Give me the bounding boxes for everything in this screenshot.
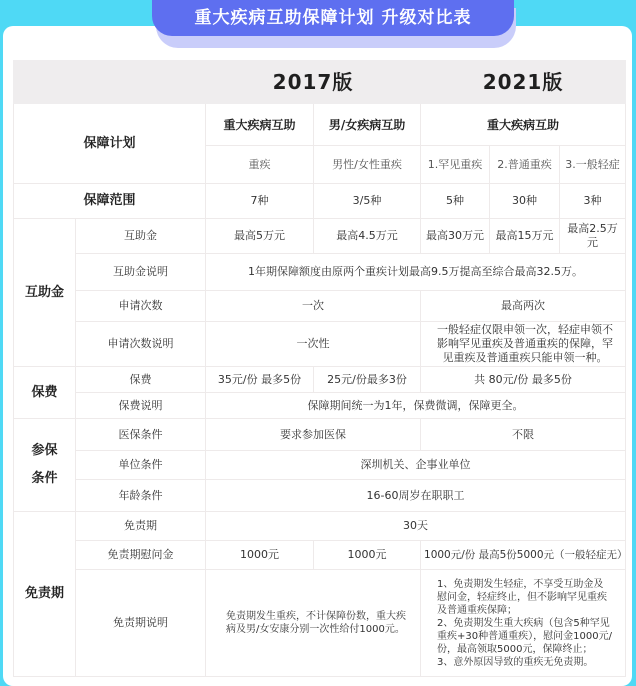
row-label: 保费说明 (76, 393, 206, 419)
row-label: 医保条件 (76, 419, 206, 451)
category-aid: 互助金 (14, 219, 76, 367)
waiting-desc-2021-item: 1、免责期发生轻症，不享受互助金及慰问金，轻症终止，但不影响罕见重疾及普通重疾保障； (437, 578, 608, 616)
premium-row (14, 367, 626, 393)
scope-label: 保障范围 (14, 184, 206, 219)
category-waiting: 免责期 (14, 512, 76, 677)
row-label: 申请次数说明 (76, 322, 206, 367)
row-label: 申请次数 (76, 291, 206, 322)
consolation-cell: 1000元 (314, 541, 421, 570)
page-title: 重大疾病互助保障计划 升级对比表 (152, 0, 514, 36)
premium-cell: 25元/份最多3份 (314, 367, 421, 393)
header-2017: 2017版 (206, 61, 421, 104)
row-label: 免责期慰问金 (76, 541, 206, 570)
row-label: 免责期说明 (76, 570, 206, 677)
comparison-table (13, 60, 626, 677)
waiting-desc-2021-item: 3、意外原因导致的重疾无免责期。 (437, 656, 594, 668)
scope-cell: 7种 (206, 184, 314, 219)
claims-2021: 最高两次 (421, 291, 626, 322)
scope-cell: 3/5种 (314, 184, 421, 219)
plan-sub-cell: 3.一般轻症 (560, 146, 626, 184)
row-label: 免责期 (76, 512, 206, 541)
consolation-row (14, 541, 626, 570)
waiting-desc-row (14, 570, 626, 677)
row-label: 年龄条件 (76, 480, 206, 512)
category-conditions-line1: 参保 (31, 443, 58, 458)
plan-sub-cell: 男性/女性重疾 (314, 146, 421, 184)
aid-amount-row (14, 219, 626, 254)
scope-cell: 5种 (421, 184, 490, 219)
claims-row (14, 291, 626, 322)
premium-cell: 共 80元/份 最多5份 (421, 367, 626, 393)
claims-desc-row (14, 322, 626, 367)
category-fee: 保费 (14, 367, 76, 419)
claims-desc-2021: 一般轻症仅限申领一次，轻症申领不影响罕见重疾及普通重疾的保障，罕见重疾及普通重疾只能申领一种。 (421, 322, 626, 367)
row-label: 保费 (76, 367, 206, 393)
aid-cell: 最高15万元 (490, 219, 560, 254)
plan-sub-cell: 重疾 (206, 146, 314, 184)
scope-cell: 3种 (560, 184, 626, 219)
row-label: 单位条件 (76, 451, 206, 480)
premium-desc-cell: 保障期间统一为1年，保费微调，保障更全。 (206, 393, 626, 419)
age-cell: 16-60周岁在职职工 (206, 480, 626, 512)
plan-sub-cell: 1.罕见重疾 (421, 146, 490, 184)
medical-row (14, 419, 626, 451)
row-label: 互助金 (76, 219, 206, 254)
medical-2017: 要求参加医保 (206, 419, 421, 451)
waiting-desc-2017: 免责期发生重疾，不计保障份数，重大疾病及男/女安康分别一次性给付1000元。 (206, 570, 421, 677)
aid-cell: 最高30万元 (421, 219, 490, 254)
header-blank (14, 61, 206, 104)
plan-2017-critical: 重大疾病互助 (206, 104, 314, 146)
scope-row (14, 184, 626, 219)
header-2021: 2021版 (421, 61, 626, 104)
waiting-period-cell: 30天 (206, 512, 626, 541)
premium-desc-row (14, 393, 626, 419)
premium-cell: 35元/份 最多5份 (206, 367, 314, 393)
plan-sub-cell: 2.普通重疾 (490, 146, 560, 184)
waiting-desc-2021-item: 2、免责期发生重大疾病（包含5种罕见重疾+30种普通重疾），慰问金1000元/份，最高领取5000元，保障终止； (437, 617, 612, 655)
claims-2017: 一次 (206, 291, 421, 322)
consolation-cell: 1000元/份 最高5份5000元（一般轻症无） (421, 541, 626, 570)
medical-2021: 不限 (421, 419, 626, 451)
scope-cell: 30种 (490, 184, 560, 219)
aid-desc-row (14, 254, 626, 291)
aid-desc-cell: 1年期保障额度由原两个重疾计划最高9.5万提高至综合最高32.5万。 (206, 254, 626, 291)
category-conditions-line2: 条件 (31, 471, 58, 486)
row-label: 互助金说明 (76, 254, 206, 291)
category-conditions (14, 419, 76, 512)
claims-desc-2017: 一次性 (206, 322, 421, 367)
aid-cell: 最高5万元 (206, 219, 314, 254)
employer-row (14, 451, 626, 480)
plan-2021-critical: 重大疾病互助 (421, 104, 626, 146)
waiting-desc-2021 (421, 570, 626, 677)
age-row (14, 480, 626, 512)
waiting-period-row (14, 512, 626, 541)
plan-label: 保障计划 (14, 104, 206, 184)
aid-cell: 最高2.5万元 (560, 219, 626, 254)
version-header-row (14, 61, 626, 104)
plan-name-row (14, 104, 626, 146)
consolation-cell: 1000元 (206, 541, 314, 570)
plan-2017-gender: 男/女疾病互助 (314, 104, 421, 146)
aid-cell: 最高4.5万元 (314, 219, 421, 254)
employer-cell: 深圳机关、企事业单位 (206, 451, 626, 480)
